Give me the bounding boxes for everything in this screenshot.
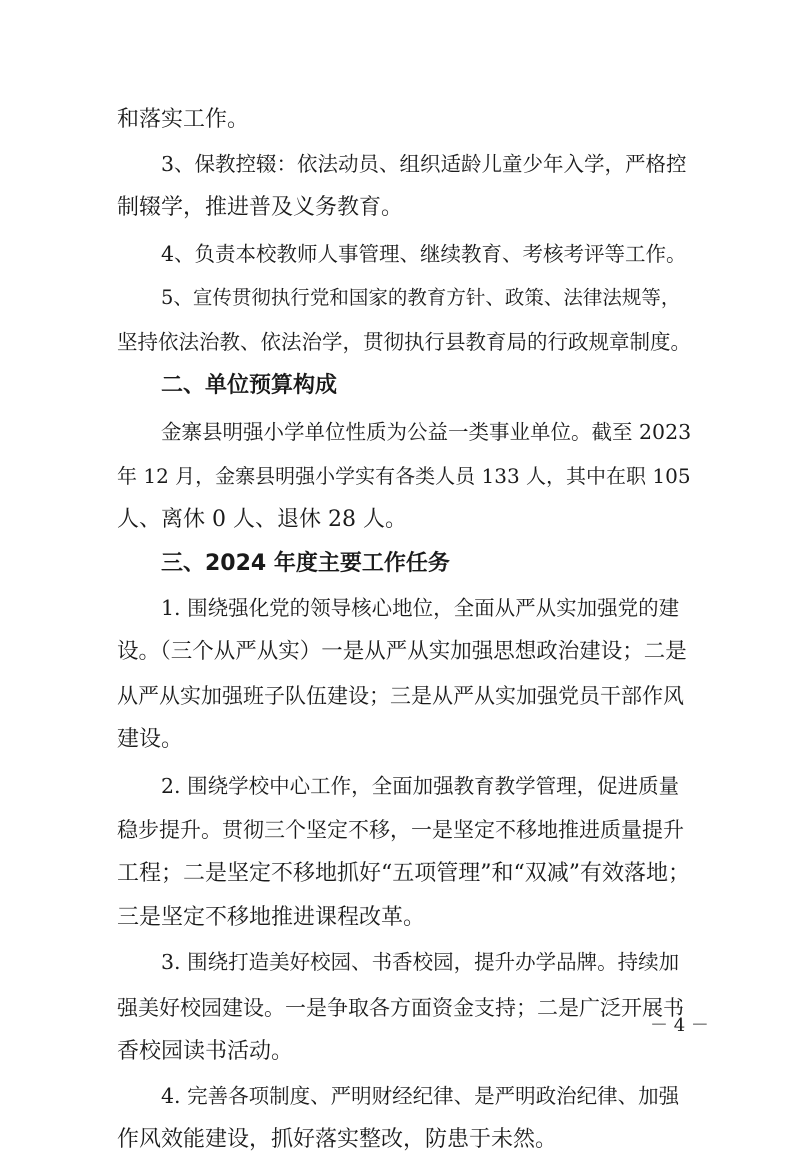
page-number: － 4 － (650, 1015, 709, 1036)
paragraph-line: 4. 完善各项制度、严明财经纪律、是严明政治纪律、加强 (161, 1084, 680, 1108)
paragraph-line: 作风效能建设，抓好落实整改，防患于未然。 (117, 1127, 558, 1152)
paragraph-line: 制辍学，推进普及义务教育。 (117, 195, 404, 220)
paragraph-line: 设。（三个从严从实）一是从严从实加强思想政治建设；二是 (117, 639, 687, 664)
paragraph-line: 2. 围绕学校中心工作，全面加强教育教学管理，促进质量 (161, 774, 680, 798)
section-heading: 三、2024 年度主要工作任务 (161, 551, 450, 576)
paragraph-line: 5、宣传贯彻执行党和国家的教育方针、政策、法律法规等， (161, 286, 681, 309)
paragraph-line: 坚持依法治教、依法治学，贯彻执行县教育局的行政规章制度。 (117, 330, 691, 354)
paragraph-line: 3、保教控辍：依法动员、组织适龄儿童少年入学，严格控 (161, 152, 687, 176)
paragraph-line: 工程；二是坚定不移地抓好“五项管理”和“双减”有效落地； (117, 861, 690, 886)
paragraph-line: 香校园读书活动。 (117, 1039, 294, 1064)
paragraph-line: 和落实工作。 (117, 107, 250, 132)
section-heading: 二、单位预算构成 (161, 373, 338, 398)
paragraph-line: 3. 围绕打造美好校园、书香校园，提升办学品牌。持续加 (161, 950, 680, 974)
paragraph-line: 人、离休 0 人、退休 28 人。 (117, 507, 407, 532)
paragraph-line: 三是坚定不移地推进课程改革。 (117, 905, 426, 930)
paragraph-line: 4、负责本校教师人事管理、继续教育、考核考评等工作。 (161, 242, 687, 266)
paragraph-line: 稳步提升。贯彻三个坚定不移，一是坚定不移地推进质量提升 (117, 818, 684, 842)
paragraph-line: 年 12 月，金寨县明强小学实有各类人员 133 人，其中在职 105 (117, 464, 691, 488)
paragraph-line: 从严从实加强班子队伍建设；三是从严从实加强党员干部作风 (117, 684, 684, 708)
paragraph-line: 金寨县明强小学单位性质为公益一类事业单位。截至 2023 (161, 420, 692, 444)
paragraph-line: 1. 围绕强化党的领导核心地位，全面从严从实加强党的建 (161, 596, 680, 620)
paragraph-line: 强美好校园建设。一是争取各方面资金支持；二是广泛开展书 (117, 996, 684, 1020)
paragraph-line: 建设。 (117, 727, 184, 752)
